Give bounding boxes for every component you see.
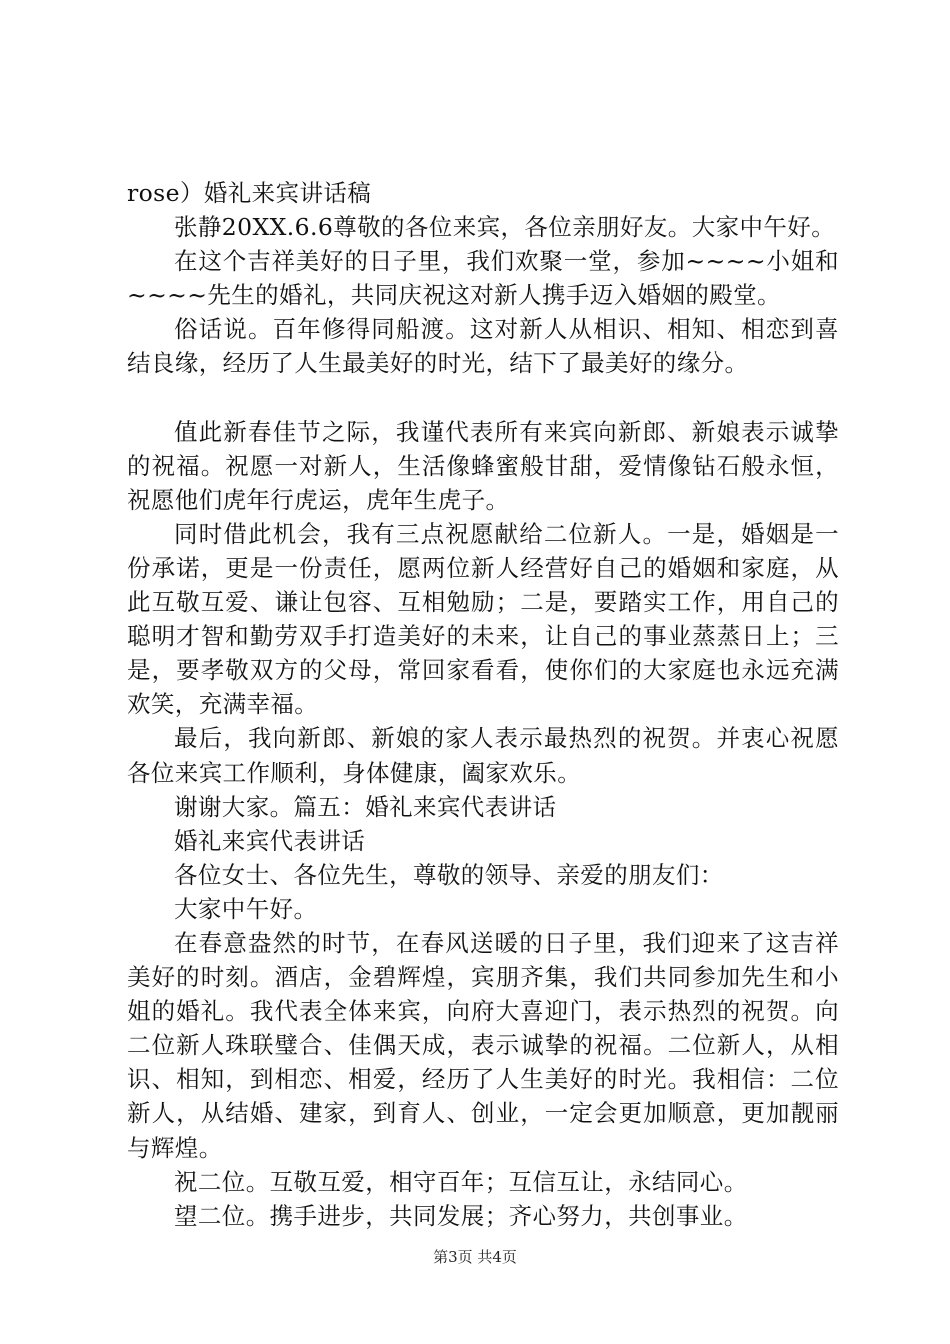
paragraph: 最后，我向新郎、新娘的家人表示最热烈的祝贺。并衷心祝愿各位来宾工作顺利，身体健康，阖家欢乐。 — [127, 724, 839, 787]
salutation: 各位女士、各位先生，尊敬的领导、亲爱的朋友们： — [174, 860, 724, 889]
paragraph: 俗话说。百年修得同船渡。这对新人从相识、相知、相恋到喜结良缘，经历了人生最美好的时光，结下了最美好的缘分。 — [127, 315, 839, 378]
paragraph: 望二位。携手进步，共同发展；齐心努力，共创事业。 — [174, 1201, 748, 1230]
paragraph: 谢谢大家。篇五：婚礼来宾代表讲话 — [174, 792, 557, 821]
paragraph: 同时借此机会，我有三点祝愿献给二位新人。一是，婚姻是一份承诺，更是一份责任，愿两位新人经营好自己的婚姻和家庭，从此互敬互爱、谦让包容、互相勉励；二是，要踏实工作，用自己的聪明才智和勤劳双手打造美好的未来，让自己的事业蒸蒸日上；三是，要孝敬双方的父母，常回家看看，使你们的大家庭也永远充满欢笑，充满幸福。 — [127, 519, 839, 719]
greeting: 大家中午好。 — [174, 894, 318, 923]
paragraph-title-fragment: rose）婚礼来宾讲话稿 — [127, 179, 372, 207]
document-body — [127, 176, 839, 1233]
section-heading: 婚礼来宾代表讲话 — [174, 826, 366, 855]
page-number-footer: 第3页 共4页 — [433, 1248, 517, 1266]
paragraph: 值此新春佳节之际，我谨代表所有来宾向新郎、新娘表示诚挚的祝福。祝愿一对新人，生活像蜂蜜般甘甜，爱情像钻石般永恒，祝愿他们虎年行虎运，虎年生虎子。 — [127, 417, 839, 514]
paragraph: 在这个吉祥美好的日子里，我们欢聚一堂，参加~~~~小姐和~~~~先生的婚礼，共同庆祝这对新人携手迈入婚姻的殿堂。 — [127, 247, 839, 310]
paragraph: 张静20XX.6.6尊敬的各位来宾，各位亲朋好友。大家中午好。 — [174, 213, 836, 242]
paragraph: 祝二位。互敬互爱，相守百年；互信互让，永结同心。 — [174, 1167, 748, 1196]
paragraph: 在春意盎然的时节，在春风送暖的日子里，我们迎来了这吉祥美好的时刻。酒店，金碧辉煌，宾朋齐集，我们共同参加先生和小姐的婚礼。我代表全体来宾，向府大喜迎门，表示热烈的祝贺。向二位新人珠联璧合、佳偶天成，表示诚挚的祝福。二位新人，从相识、相知，到相恋、相爱，经历了人生美好的时光。我相信：二位新人，从结婚、建家，到育人、创业，一定会更加顺意，更加靓丽与辉煌。 — [127, 928, 839, 1162]
